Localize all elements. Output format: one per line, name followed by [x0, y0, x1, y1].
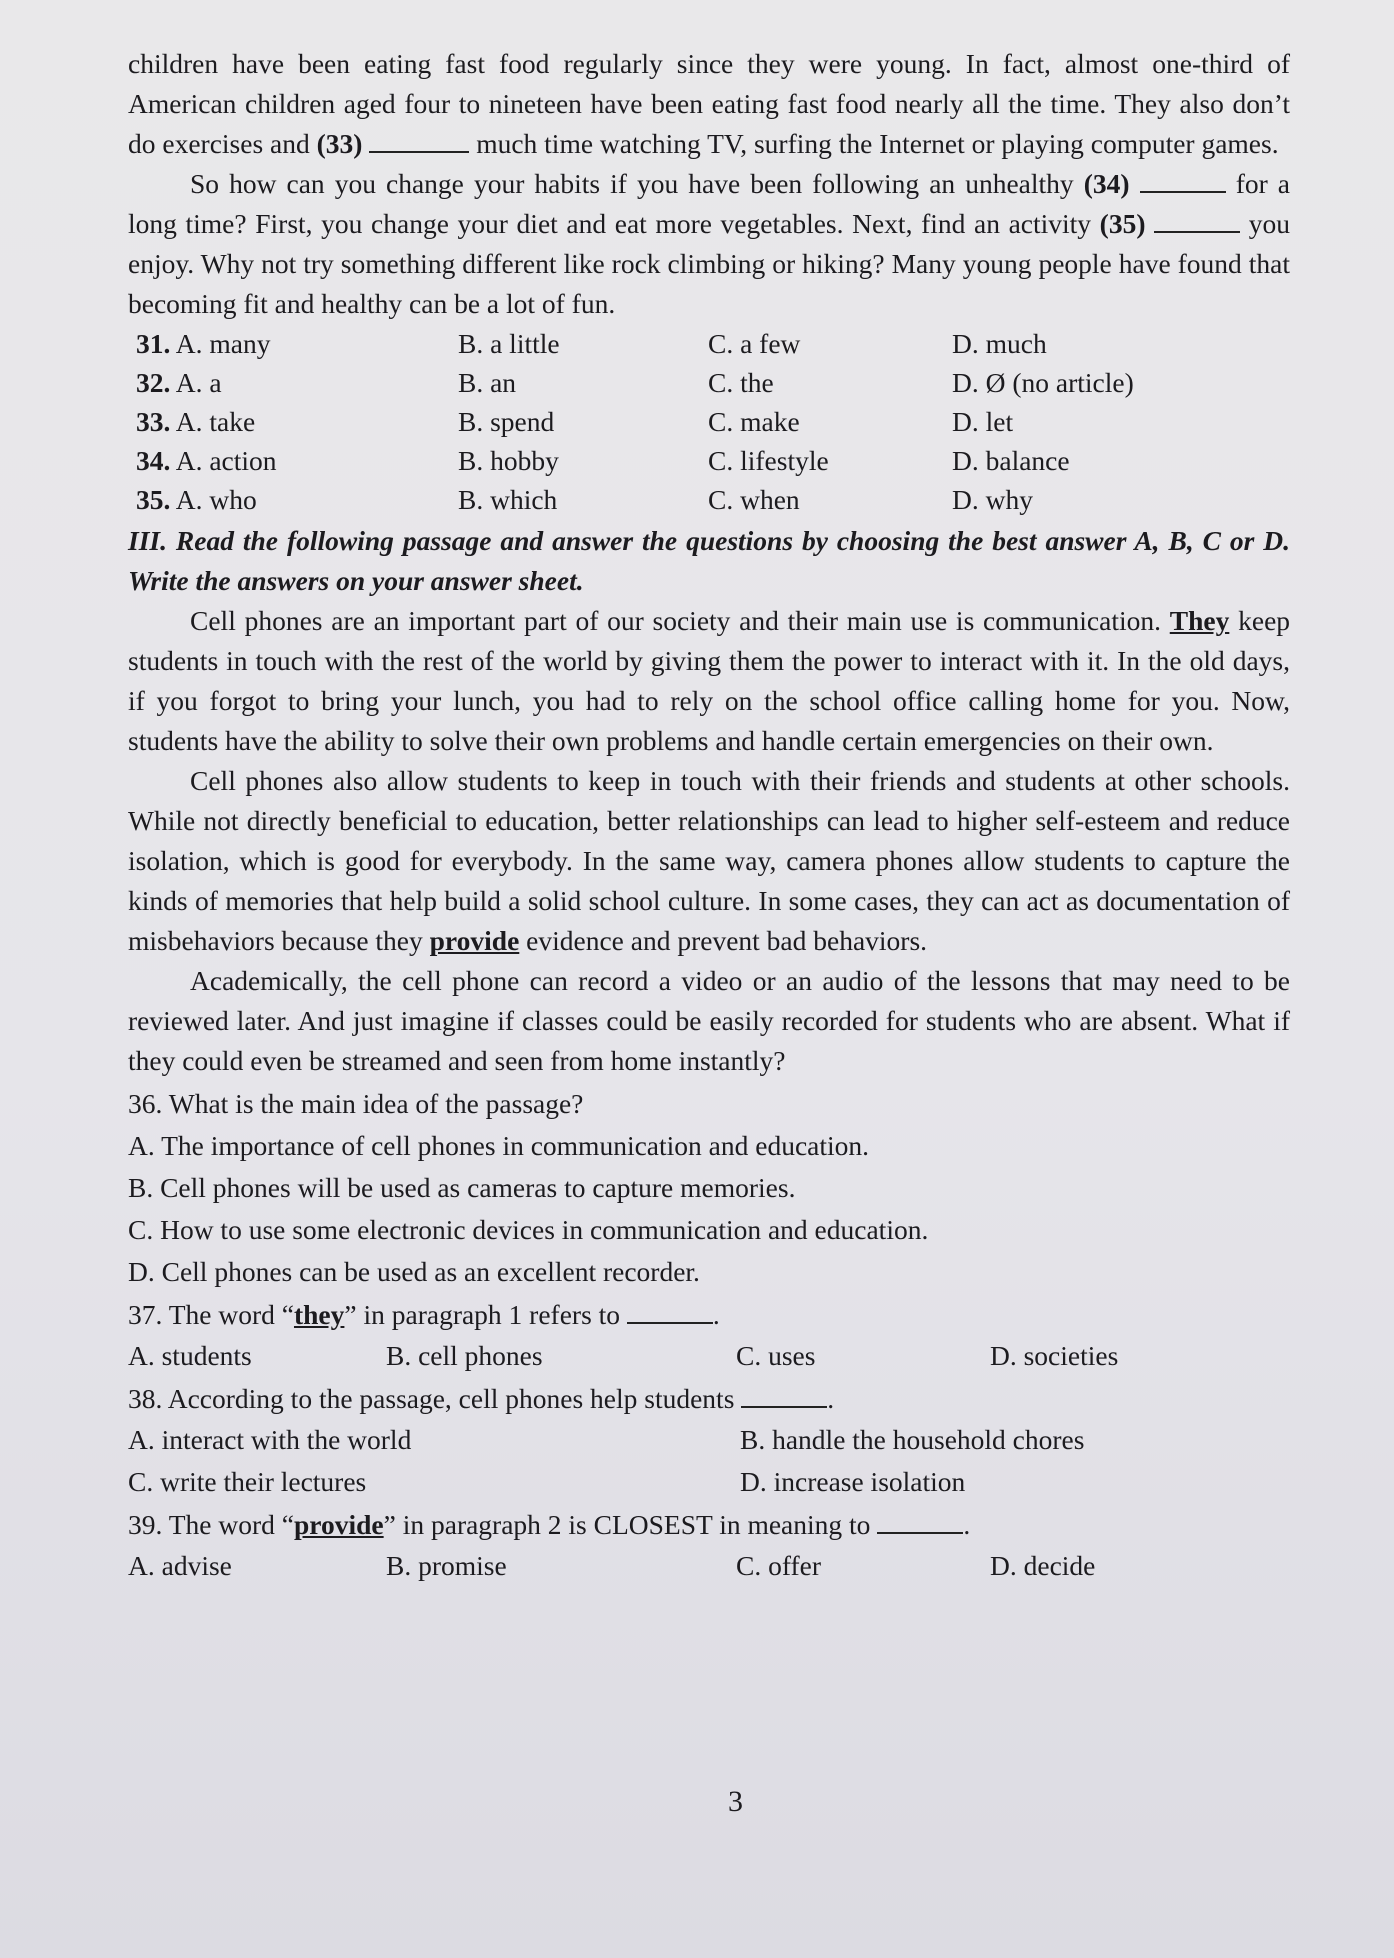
gap-number: (35) — [1099, 208, 1146, 239]
option-b: B. a little — [458, 328, 560, 359]
gap-blank — [369, 129, 469, 153]
question-stem: 37. The word “they” in paragraph 1 refers to . — [128, 1299, 720, 1330]
option-row — [136, 441, 1290, 480]
question-38 — [128, 1379, 1290, 1503]
reading-paragraph-3: Academically, the cell phone can record a video or an audio of the lessons that may need to be reviewed later. And just imagine if classes could be easily recorded for students who are absent. What if they could even be streamed and seen from home instantly? — [128, 965, 1290, 1076]
reading-paragraph-1: Cell phones are an important part of our society and their main use is communication. They keep students in touch with the rest of the world by giving them the power to interact with it. In the old days, if you forgot to bring your lunch, you had to rely on the school office calling home for you. Now, students have the ability to solve their own problems and handle certain emergencies on their own. — [128, 605, 1291, 756]
gap-blank — [1140, 169, 1226, 193]
option-row — [136, 402, 1290, 441]
option-a: A. students — [128, 1340, 252, 1371]
question-stem: 36. What is the main idea of the passage? — [128, 1088, 584, 1119]
answer-blank — [741, 1384, 827, 1408]
option-b: B. Cell phones will be used as cameras to capture memories. — [128, 1172, 796, 1203]
option-a: 31. A. many — [136, 328, 271, 359]
option-d: D. decide — [990, 1550, 1096, 1581]
option-b: B. cell phones — [386, 1340, 543, 1371]
option-d: D. Cell phones can be used as an excellent recorder. — [128, 1256, 700, 1287]
option-c: C. lifestyle — [708, 445, 829, 476]
question-37 — [128, 1295, 1290, 1377]
option-a: A. The importance of cell phones in communication and education. — [128, 1130, 870, 1161]
underlined-word-they: They — [1169, 605, 1230, 636]
option-c: C. make — [708, 406, 800, 437]
option-c: C. uses — [736, 1340, 816, 1371]
page-number: 3 — [728, 1785, 743, 1818]
passage-paragraph-2: So how can you change your habits if you have been following an unhealthy (34) for a long time? First, you change your diet and eat more vegetables. Next, find an activity (35) you enjoy. Why not try something different like rock climbing or hiking? Many young people have found that becoming fit and healthy can be a lot of fun. — [128, 168, 1291, 319]
question-39 — [128, 1505, 1290, 1587]
exam-page — [128, 44, 1290, 1587]
option-b: B. promise — [386, 1550, 507, 1581]
underlined-word-provide: provide — [293, 1509, 384, 1540]
option-a: 35. A. who — [136, 484, 257, 515]
option-c: C. How to use some electronic devices in communication and education. — [128, 1214, 929, 1245]
option-a: 32. A. a — [136, 367, 222, 398]
question-stem: 39. The word “provide” in paragraph 2 is CLOSEST in meaning to . — [128, 1509, 971, 1540]
passage-paragraph-1: children have been eating fast food regularly since they were young. In fact, almost one-third of American children aged four to nineteen have been eating fast food nearly all the time. They also don’t do exercises and (33) much time watching TV, surfing the Internet or playing computer games. — [128, 48, 1290, 159]
reading-paragraph-2: Cell phones also allow students to keep in touch with their friends and students at other schools. While not directly beneficial to education, better relationships can lead to higher self-esteem and reduce isolation, which is good for everybody. In the same way, camera phones allow students to capture the kinds of memories that help build a solid school culture. In some cases, they can act as documentation of misbehaviors because they provide evidence and prevent bad behaviors. — [128, 765, 1290, 956]
option-a: A. advise — [128, 1550, 232, 1581]
option-c: C. a few — [708, 328, 801, 359]
option-c: C. when — [708, 484, 800, 515]
option-d: D. let — [952, 406, 1014, 437]
answer-blank — [627, 1300, 713, 1324]
option-row — [136, 480, 1290, 519]
option-d: D. societies — [990, 1340, 1119, 1371]
option-c: C. offer — [736, 1550, 822, 1581]
gap-number: (33) — [316, 128, 363, 159]
gap-blank — [1154, 209, 1240, 233]
section-heading: III. Read the following passage and answer the questions by choosing the best answer A, B, C or D. Write the answers on your answer sheet. — [128, 525, 1290, 596]
question-36 — [128, 1083, 1290, 1293]
option-b: B. spend — [458, 406, 555, 437]
option-row — [136, 363, 1290, 402]
option-d: D. why — [952, 484, 1033, 515]
option-b: B. hobby — [458, 445, 559, 476]
option-a: A. interact with the world — [128, 1424, 412, 1455]
option-d: D. Ø (no article) — [952, 367, 1134, 398]
option-d: D. balance — [952, 445, 1070, 476]
cloze-options — [128, 324, 1290, 519]
option-b: B. an — [458, 367, 517, 398]
gap-number: (34) — [1083, 168, 1130, 199]
option-a: 34. A. action — [136, 445, 277, 476]
underlined-word-provide: provide — [429, 925, 520, 956]
option-b: B. handle the household chores — [740, 1424, 1085, 1455]
answer-blank — [877, 1510, 963, 1534]
option-d: D. increase isolation — [740, 1466, 966, 1497]
underlined-word-they: they — [293, 1299, 345, 1330]
option-c: C. write their lectures — [128, 1466, 367, 1497]
option-b: B. which — [458, 484, 558, 515]
option-d: D. much — [952, 328, 1047, 359]
option-a: 33. A. take — [136, 406, 256, 437]
option-row — [136, 324, 1290, 363]
option-c: C. the — [708, 367, 774, 398]
question-stem: 38. According to the passage, cell phones help students . — [128, 1383, 835, 1414]
